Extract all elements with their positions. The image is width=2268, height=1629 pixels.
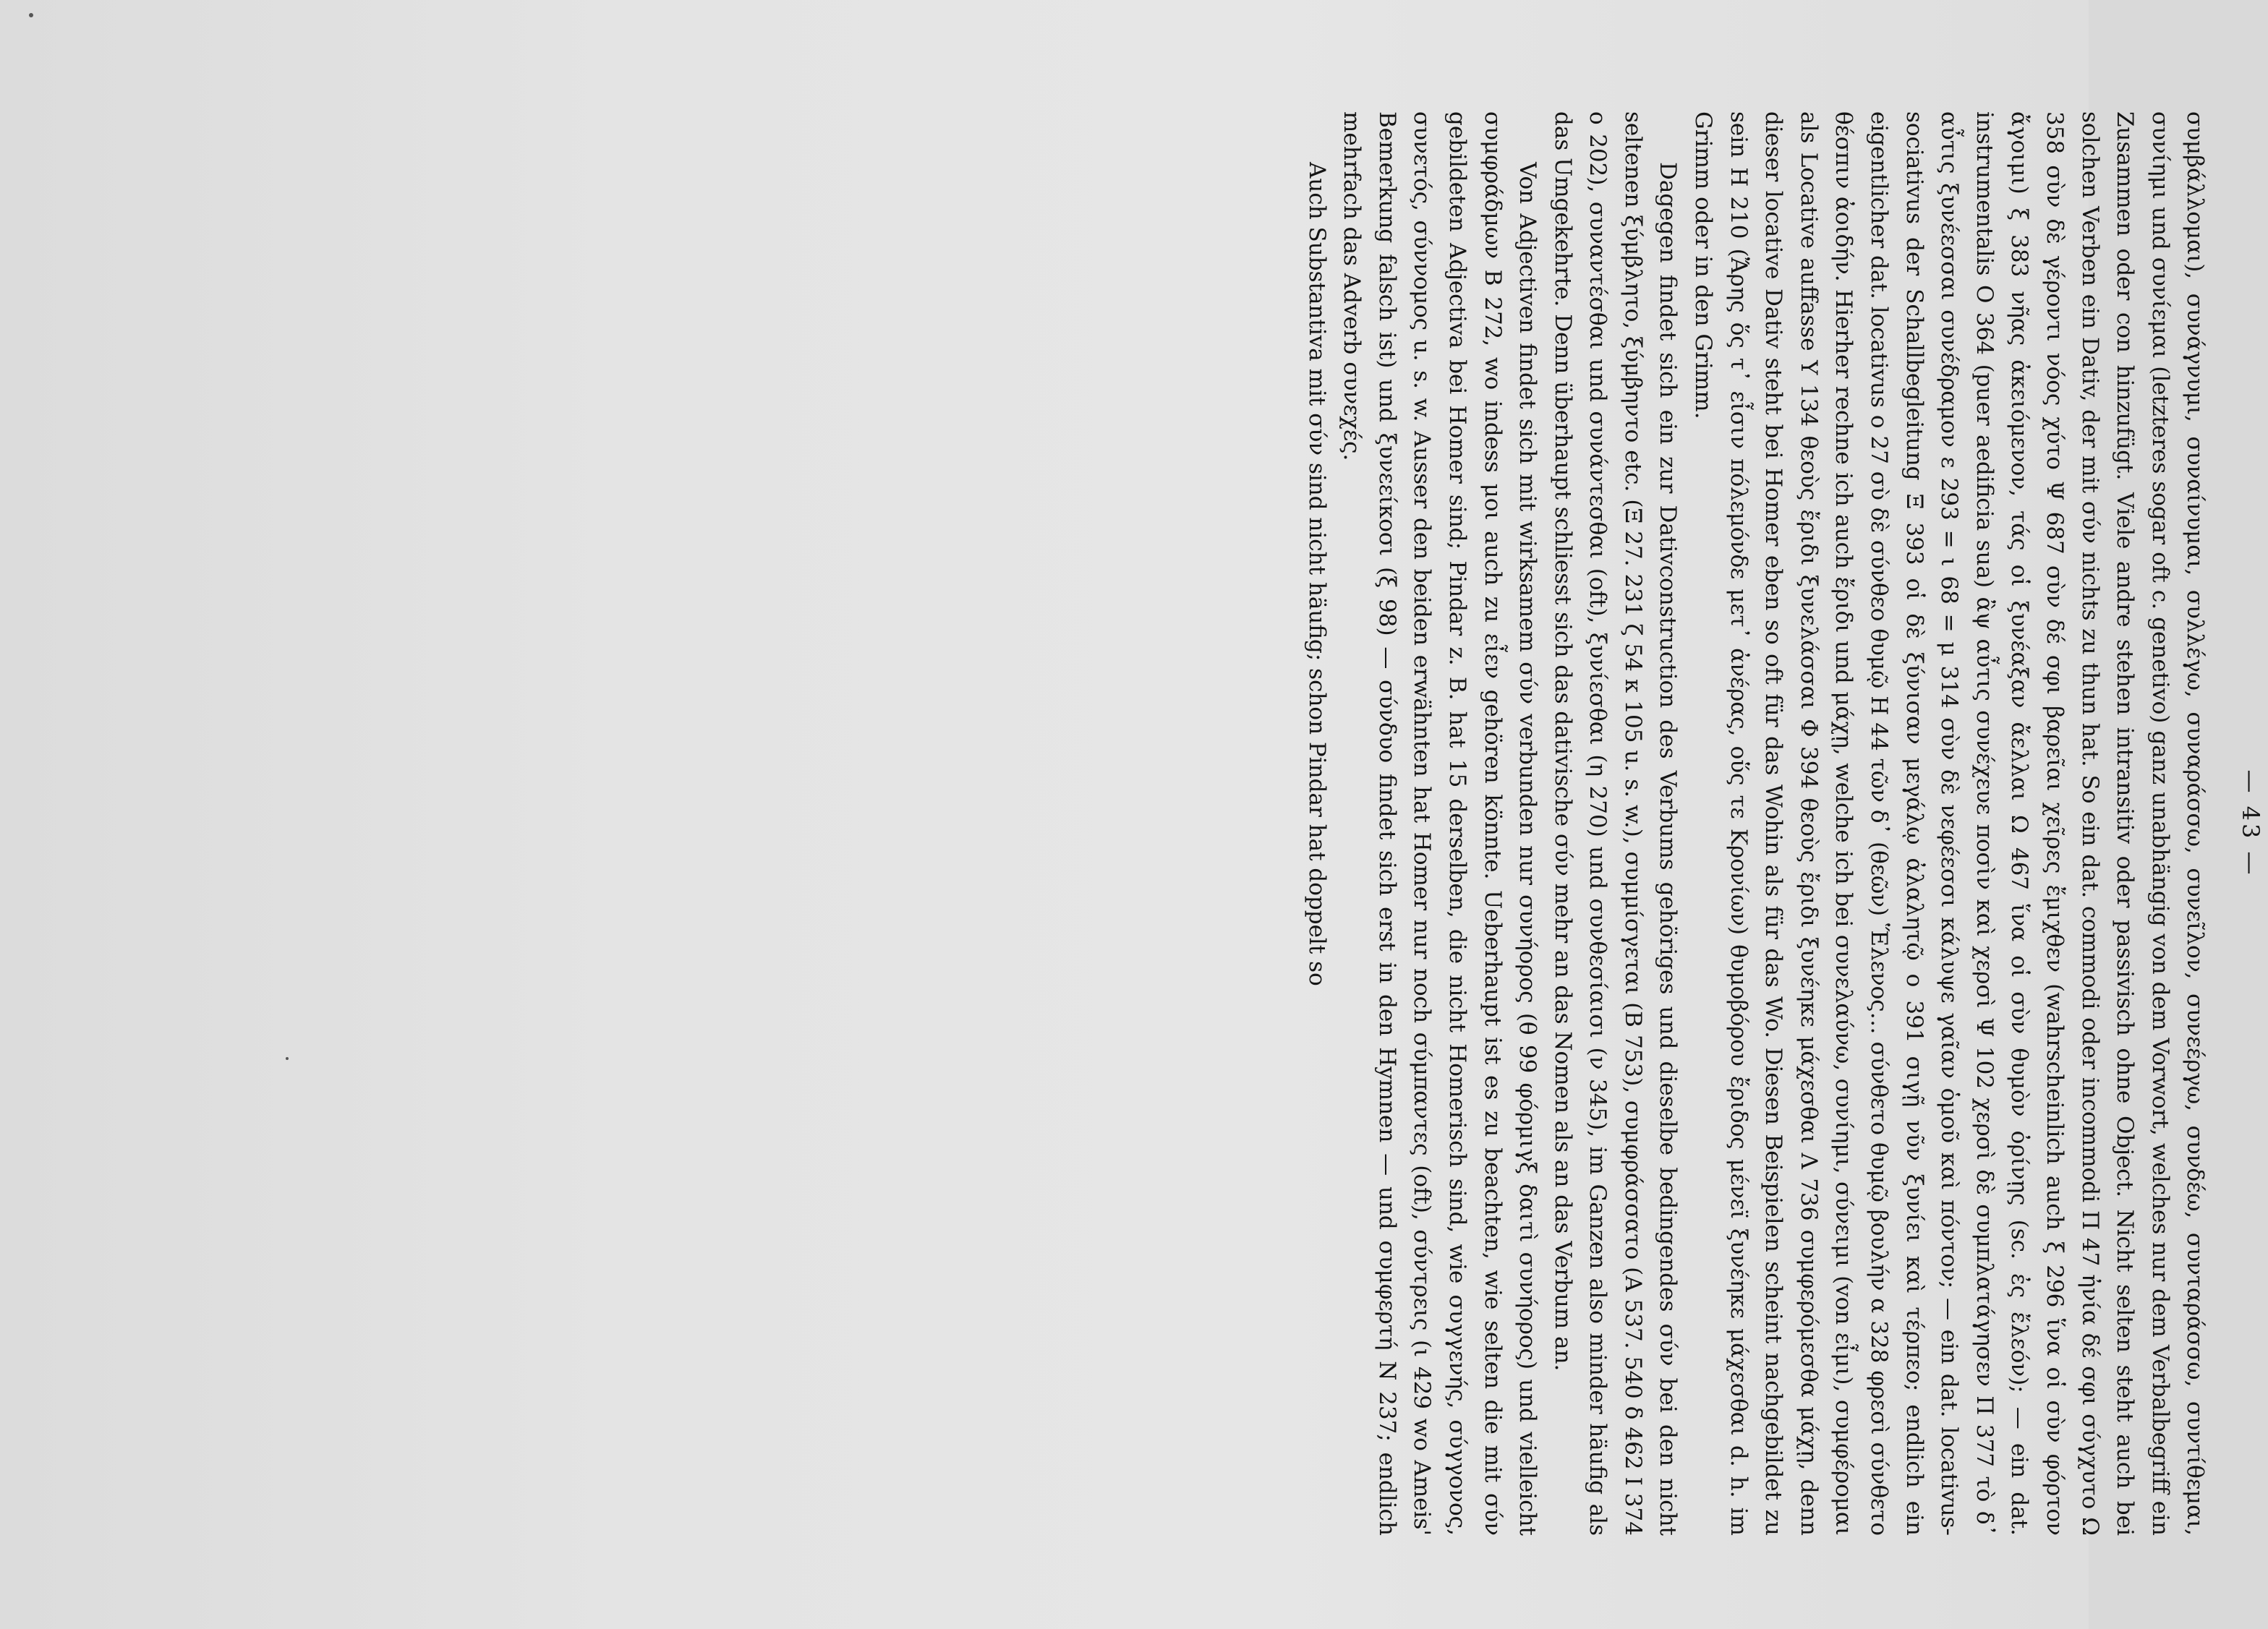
paragraph-4: Auch Substantiva mit σύν sind nicht häufig; schon Pindar hat doppelt so [1303, 162, 1330, 986]
rotated-text-block [879, 111, 2268, 1536]
paragraph-2: Dagegen findet sich ein zur Dativconstruction des Verbums gehöriges und dieselbe bedingendes σύν bei den nicht seltenen ξύμβλητο, ξύμβηντο etc. (Ξ 27. 231 ζ 54 κ 105 u. s. w.), συμμίσγεται (Β 753), συμφράσσατο (Α 537. 540 δ 462 Ι 374 ο 202), συναντέσθαι und συνάντεσθαι (oft), ξυνίεσθαι (η 270) und συνθεσίαισι (ν 345), im Ganzen also minder häufig als das Umgekehrte. Denn überhaupt schliesst sich das dativische σύν mehr an das Nomen als an das Verbum an. [1549, 111, 1681, 1536]
paragraph-1: συμβάλλομαι), συνάγνυμι, συναίνυμαι, συλλέγω, συναράσσω, συνεῖλον, συνεέργω, συνδέω, συνταράσσω, συντίθεμαι, συνίημι und συνίεμαι (letzteres sogar oft c. genetivo) ganz unabhängig von dem Vorwort, welches nur dem Verbalbegriff ein Zusammen oder con hinzufügt. Viele andre stehen intransitiv oder passivisch ohne Object. Nicht selten steht auch bei solchen Verben ein Dativ, der mit σύν nichts zu thun hat. So ein dat. commodi oder incommodi Π 47 ἠνία δέ σφι σύγχυτο Ω 358 σὺν δὲ γέροντι νόος χύτο Ψ 687 σὺν δέ σφι βαρεῖαι χεῖρες ἔμιχθεν (wahrscheinlich auch ξ 296 ἵνα οἱ σὺν φόρτον ἄγοιμι) ξ 383 νῆας ἀκειόμενον, τάς οἱ ξυνέαξαν ἄελλαι Ω 467 ἵνα οἱ σὺν θυμὸν ὀρίνῃς (sc. ἐς ἔλεόν); — ein dat. instrumentalis Ο 364 (puer aedificia sua) ἂψ αὖτις συνέχευε ποσὶν καὶ χερσὶ Ψ 102 χερσὶ δὲ συμπλατάγησεν Π 377 τὸ δ᾽ αὖτις ξυνέεσσαι συνέδραμον ε 293 = ι 68 = μ 314 σὺν δὲ νεφέεσσι κάλυψε γαῖαν ὁμοῦ καὶ πόντον; — ein dat. locativus-sociativus der Schallbegleitung Ξ 393 οἱ δὲ ξύνισαν μεγάλῳ ἀλαλητῷ ο 391 σιγῇ νῦν ξυνίει καὶ τέρπεο; endlich ein eigentlicher dat. locativus ο 27 σὺ δὲ σύνθεο θυμῷ Η 44 τῶν δ᾽ (θεῶν) Ἕλενος… σύνθετο θυμῷ βουλήν α 328 φρεσὶ σύνθετο θέσπιν ἀοιδήν. Hierher rechne ich auch ἔριδι und μάχῃ, welche ich bei συνελαύνω, συνίημι, σύνειμι (von εἶμι), συμφέρομαι als Locative auffasse Υ 134 θεοὺς ἔριδι ξυνελάσσαι Φ 394 θεοὺς ἔριδι ξυνέηκε μάχεσθαι Λ 736 συμφερόμεσθα μάχῃ, denn dieser locative Dativ steht bei Homer eben so oft für das Wohin als für das Wo. Diesen Beispielen scheint nachgebildet zu sein Η 210 (Ἄρης ὅς τ᾽ εἶσιν πόλεμόνδε μετ᾽ ἀνέρας, οὕς τε Κρονίων) θυμοβόρου ἔριδος μένεϊ ξυνέηκε μάχεσθαι d. h. im Grimm oder in den Grimm. [1690, 111, 2209, 1536]
scan-speck [29, 13, 33, 17]
scan-speck [286, 1057, 289, 1060]
page-number: — 43 — [2237, 769, 2264, 878]
paragraph-3: Von Adjectiven findet sich mit wirksamem σύν verbunden nur συνήορος (θ 99 φόρμιγξ δαιτὶ συνήορος) und vielleicht συμφράδμων Β 272, wo indess μοι auch zu εἶεν gehören könnte. Ueberhaupt ist es zu beachten, wie selten die mit σύν gebildeten Adjectiva bei Homer sind; Pindar z. B. hat 15 derselben, die nicht Homerisch sind, wie συγγενής, σύγγονος, συνετός, σύννομος u. s. w. Ausser den beiden erwähnten hat Homer nur noch σύμπαντες (oft), σύντρεις (ι 429 wo Ameis' Bemerkung falsch ist) und ξυνεείκοσι (ξ 98) — σύνδυο findet sich erst in den Hymnen — und συμφερτή Ν 237; endlich mehrfach das Adverb συνεχές. [1339, 111, 1541, 1536]
